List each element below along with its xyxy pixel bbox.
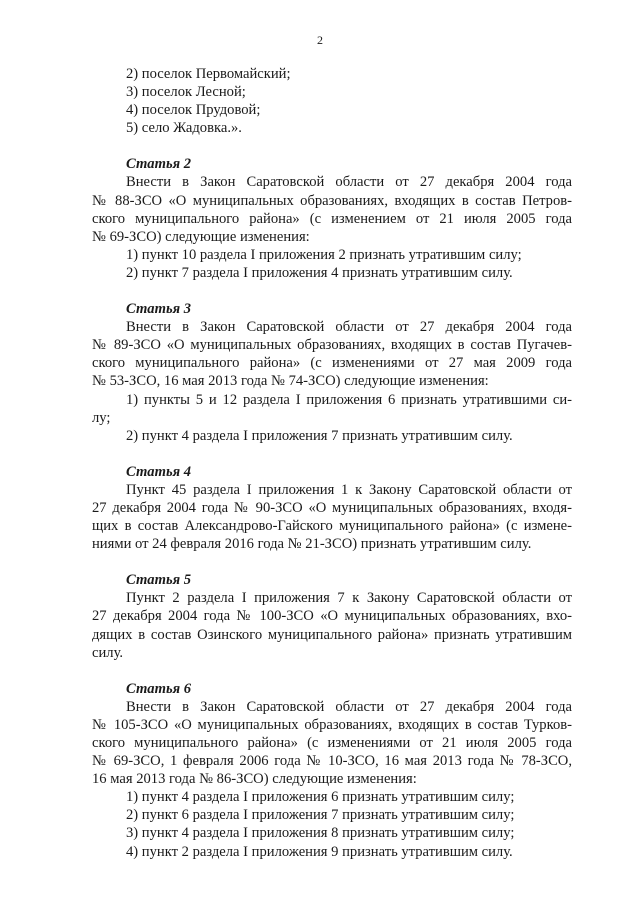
list-item: 1) пункт 4 раздела I приложения 6 признать утратившим силу;: [126, 789, 515, 806]
paragraph-line: щих в состав Александрово-Гайского муниципального района» (с измене-: [92, 518, 572, 535]
paragraph-line: № 69-ЗСО) следующие изменения:: [92, 228, 310, 245]
list-item: 2) пункт 7 раздела I приложения 4 признать утратившим силу.: [126, 264, 513, 281]
paragraph-line: № 53-ЗСО, 16 мая 2013 года № 74-ЗСО) следующие изменения:: [92, 373, 489, 390]
article-4: [92, 463, 572, 553]
list-item: 5) село Жадовка.».: [126, 120, 242, 137]
list-item: 3) пункт 4 раздела I приложения 8 признать утратившим силу;: [126, 825, 515, 842]
list-item: 4) пункт 2 раздела I приложения 9 признать утратившим силу.: [126, 843, 513, 860]
document-body: [92, 65, 572, 861]
list-item: 2) пункт 4 раздела I приложения 7 признать утратившим силу.: [126, 427, 513, 444]
paragraph-line: № 105-ЗСО «О муниципальных образованиях, входящих в состав Турков-: [92, 716, 572, 733]
paragraph-line: Внести в Закон Саратовской области от 27 декабря 2004 года: [126, 174, 572, 191]
paragraph-line: № 69-ЗСО, 1 февраля 2006 года № 10-ЗСО, 16 мая 2013 года № 78-ЗСО,: [92, 753, 572, 770]
paragraph-line: № 88-ЗСО «О муниципальных образованиях, входящих в состав Петров-: [92, 192, 572, 209]
paragraph-line: ского муниципального района» (с изменением от 21 июля 2005 года: [92, 210, 572, 227]
article-2: [92, 155, 572, 282]
paragraph-line: Внести в Закон Саратовской области от 27 декабря 2004 года: [126, 698, 572, 715]
paragraph-line: ского муниципального района» (с изменениями от 27 мая 2009 года: [92, 355, 572, 372]
list-item: 2) пункт 6 раздела I приложения 7 признать утратившим силу;: [126, 807, 515, 824]
paragraph-line: № 89-ЗСО «О муниципальных образованиях, входящих в состав Пугачев-: [92, 337, 572, 354]
paragraph-line: Внести в Закон Саратовской области от 27 декабря 2004 года: [126, 319, 572, 336]
article-heading: Статья 3: [126, 301, 192, 318]
article-3: [92, 300, 572, 445]
paragraph-line: Пункт 2 раздела I приложения 7 к Закону Саратовской области от: [126, 590, 572, 607]
list-item: 1) пункты 5 и 12 раздела I приложения 6 признать утратившими си-: [126, 391, 572, 408]
list-item: 3) поселок Лесной;: [126, 84, 246, 101]
paragraph-line: 27 декабря 2004 года № 100-ЗСО «О муниципальных образованиях, вхо-: [92, 608, 572, 625]
list-item: 1) пункт 10 раздела I приложения 2 признать утратившим силу;: [126, 246, 522, 263]
intro-list: [92, 65, 572, 137]
paragraph-line: дящих в состав Озинского муниципального района» признать утратившим: [92, 626, 572, 643]
paragraph-line: ского муниципального района» (с изменениями от 21 июля 2005 года: [92, 735, 572, 751]
list-item: 2) поселок Первомайский;: [126, 66, 291, 82]
paragraph-line: 27 декабря 2004 года № 90-ЗСО «О муниципальных образованиях, входя-: [92, 499, 572, 516]
list-item-continuation: лу;: [92, 409, 111, 426]
paragraph-line: ниями от 24 февраля 2016 года № 21-ЗСО) признать утратившим силу.: [92, 536, 532, 553]
article-heading: Статья 4: [126, 463, 192, 480]
list-item: 4) поселок Прудовой;: [126, 102, 261, 119]
paragraph-line: 16 мая 2013 года № 86-ЗСО) следующие изменения:: [92, 771, 417, 788]
page-number: 2: [317, 33, 323, 47]
article-heading: Статья 6: [126, 680, 192, 697]
article-6: [92, 680, 572, 861]
article-5: [92, 571, 572, 661]
paragraph-line: силу.: [92, 644, 124, 661]
article-heading: Статья 2: [126, 156, 192, 173]
paragraph-line: Пункт 45 раздела I приложения 1 к Закону Саратовской области от: [126, 481, 572, 498]
article-heading: Статья 5: [126, 572, 192, 589]
